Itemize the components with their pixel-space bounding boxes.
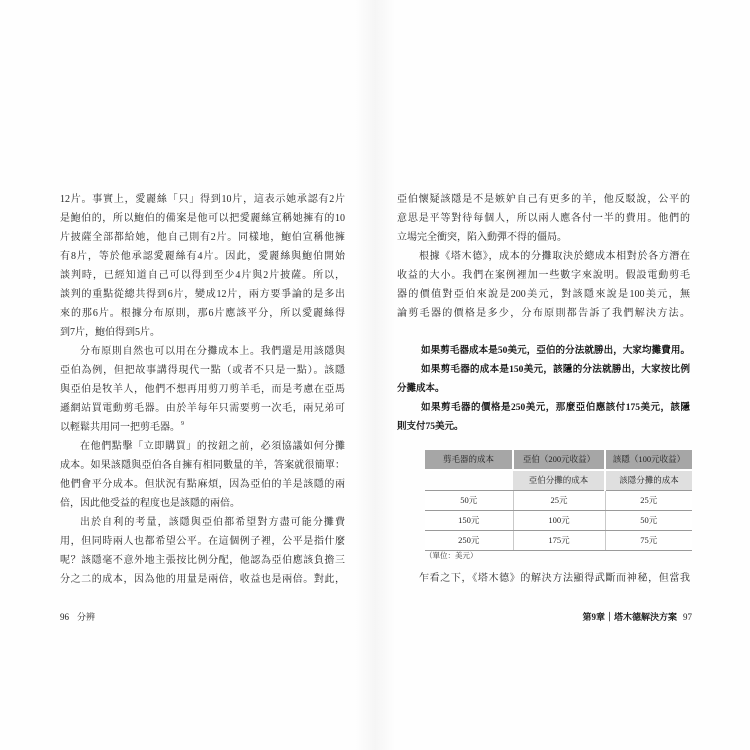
- table-subheader-cell: 該隱分攤的成本: [605, 470, 692, 491]
- right-page-footer: [582, 611, 692, 623]
- left-page-number: 96: [60, 612, 69, 622]
- left-page-line: 來的那6片。根據分布原則，那6片應該平分，所以愛麗絲得: [60, 308, 345, 319]
- right-page-body: [397, 190, 690, 323]
- right-page-line: 收益的大小。我們在案例裡加一些數字來說明。假設電動剪毛: [397, 270, 690, 281]
- table-cell: 250元: [425, 531, 513, 551]
- left-page-line: 片披薩全部都給她，他自己則有2片。同樣地，鮑伯宣稱他擁: [60, 232, 345, 243]
- table-header-cell: 亞伯（200元收益）: [513, 450, 605, 470]
- left-page-line: 倍，因此他受益的程度也是該隱的兩倍。: [60, 498, 240, 509]
- right-page-number: 97: [683, 612, 692, 622]
- right-page-line: 論剪毛器的價格是多少，分布原則都告訴了我們解決方法。: [397, 308, 690, 319]
- left-page-line: 談判時，已經知道自己可以得到至少4片與2片披薩。所以，: [60, 270, 345, 281]
- left-page-line: 用，但同時兩人也都希望公平。在這個例子裡，公平是指什麼: [60, 536, 345, 547]
- book-gutter-shadow: [355, 0, 395, 750]
- left-page-body: [60, 190, 345, 589]
- footnote-reference: 9: [181, 421, 184, 427]
- left-page-line: 12片。事實上，愛麗絲「只」得到10片，這表示她承認有2片: [60, 194, 345, 205]
- right-page-line: 乍看之下，《塔木德》的解決方法顯得武斷而神秘，但當我: [419, 573, 690, 584]
- highlight-line: 分攤成本。: [397, 384, 445, 394]
- right-page-line: 亞伯懷疑該隱是不是嫉妒自己有更多的羊，他反駁說，公平的: [397, 194, 690, 205]
- right-page-line: 根據《塔木德》，成本的分攤取決於總成本相對於各方潛在: [419, 251, 690, 262]
- table-row: [425, 531, 692, 551]
- left-page-line: 與亞伯是牧羊人，他們不想再用剪刀剪羊毛，而是考慮在亞馬: [60, 384, 345, 395]
- right-page-line: 器的價值對亞伯來說是200美元，對該隱來說是100美元，無: [397, 289, 690, 300]
- table-cell: 150元: [425, 511, 513, 531]
- left-page-line: 成本。如果該隱與亞伯各自擁有相同數量的羊，答案就很簡單：: [60, 460, 345, 471]
- highlight-line: 如果剪毛器的成本是150美元，該隱的分法就勝出，大家按比例: [421, 365, 690, 375]
- table-header-row: [425, 450, 692, 470]
- left-page-line: 是鮑伯的，所以鮑伯的備案是他可以把愛麗絲宣稱她擁有的10: [60, 213, 345, 224]
- cost-sharing-table: [425, 450, 692, 551]
- table-subheader-row: [425, 470, 692, 491]
- table-row: [425, 491, 692, 511]
- left-page-line: 出於自利的考量，該隱與亞伯都希望對方盡可能分攤費: [80, 517, 345, 528]
- left-page-line: 分布原則自然也可以用在分攤成本上。我們還是用該隱與: [80, 346, 345, 357]
- left-page-line: 分之二的成本，因為他的用量是兩倍，收益也是兩倍。對此，: [60, 574, 345, 585]
- left-page-line: 有8片，等於他承認愛麗絲有4片。因此，愛麗絲與鮑伯開始: [60, 251, 345, 262]
- table-header-cell: 剪毛器的成本: [425, 450, 513, 470]
- table-cell: 75元: [605, 531, 692, 551]
- table-header-cell: 該隱（100元收益）: [605, 450, 692, 470]
- table-cell: 175元: [513, 531, 605, 551]
- left-page-line-text: 以輕鬆共用同一把剪毛器。: [60, 422, 180, 433]
- table-cell: 25元: [605, 491, 692, 511]
- left-page-line: 在他們點擊「立即購買」的按鈕之前，必須協議如何分攤: [80, 441, 345, 452]
- left-page-line: 他們會平分成本。但狀況有點麻煩，因為亞伯的羊是該隱的兩: [60, 479, 345, 490]
- left-page-line: 談判的重點從總共得到6片，變成12片，兩方要爭論的是多出: [60, 289, 345, 300]
- right-running-title: 第9章｜塔木德解決方案: [582, 612, 677, 622]
- left-page-line: 呢？該隱毫不意外地主張按比例分配，他認為亞伯應該負擔三: [60, 555, 345, 566]
- left-page-line: [60, 418, 345, 437]
- left-page-line: 到7片，鮑伯得到5片。: [60, 327, 160, 338]
- left-page-footer: [60, 611, 95, 623]
- highlight-line: 如果剪毛器成本是50美元，亞伯的分法就勝出，大家均攤費用。: [421, 346, 690, 356]
- table-cell: 25元: [513, 491, 605, 511]
- table-subheader-empty-cell: [425, 470, 513, 491]
- right-page-closing: [397, 569, 690, 588]
- table-unit-note: （單位：美元）: [425, 551, 478, 560]
- table-cell: 100元: [513, 511, 605, 531]
- left-page-line: 亞伯為例，但把故事講得現代一點（或者不只是一點）。該隱: [60, 365, 345, 376]
- highlighted-cases: [397, 342, 690, 437]
- left-page-line: 遜網站買電動剪毛器。由於羊每年只需要剪一次毛，兩兄弟可: [60, 403, 345, 414]
- right-page-line: 立場完全衝突，陷入動彈不得的僵局。: [397, 232, 567, 243]
- right-page-line: 意思是平等對待每個人，所以兩人應各付一半的費用。他們的: [397, 213, 690, 224]
- table-cell: 50元: [605, 511, 692, 531]
- highlight-line: 如果剪毛器的價格是250美元，那麼亞伯應該付175美元，該隱: [421, 403, 690, 413]
- table-subheader-cell: 亞伯分攤的成本: [513, 470, 605, 491]
- left-running-title: 分辨: [77, 612, 96, 622]
- table-row: [425, 511, 692, 531]
- highlight-line: 則支付75美元。: [397, 422, 464, 432]
- table-cell: 50元: [425, 491, 513, 511]
